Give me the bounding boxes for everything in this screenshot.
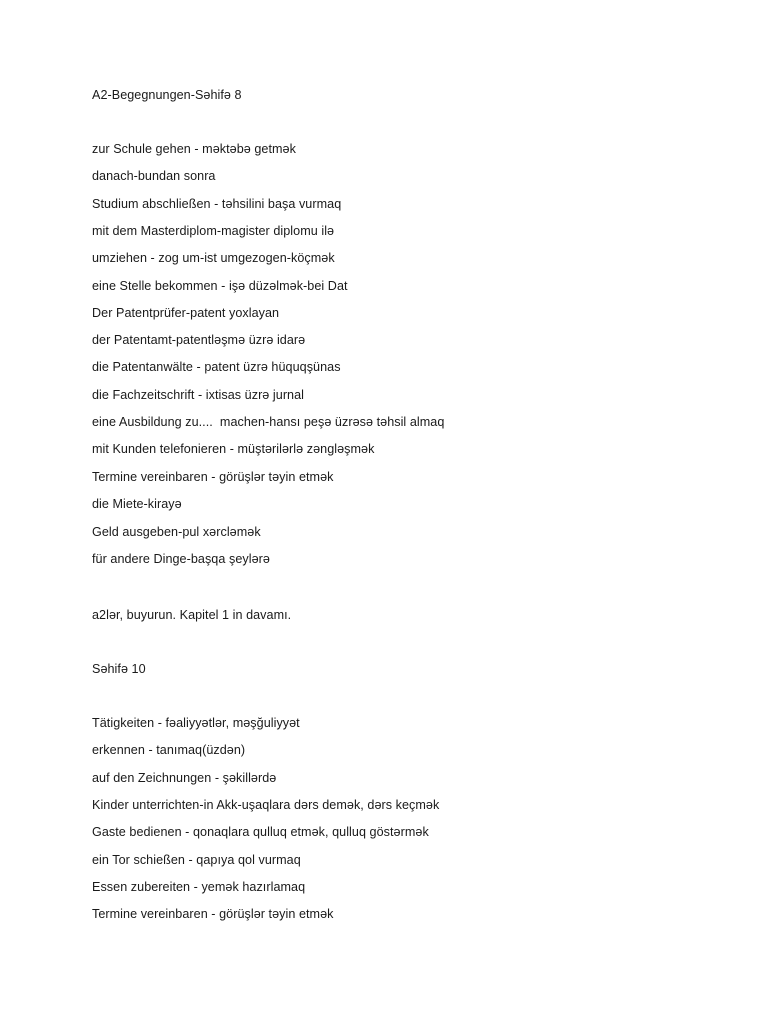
vocab-line: umziehen - zog um-ist umgezogen-köçmək	[92, 251, 335, 265]
vocab-line: der Patentamt-patentləşmə üzrə idarə	[92, 333, 306, 347]
vocab-line: Kinder unterrichten-in Akk-uşaqlara dərs demək, dərs keçmək	[92, 798, 440, 812]
note-line: a2lər, buyurun. Kapitel 1 in davamı.	[92, 608, 292, 622]
vocab-line: die Fachzeitschrift - ixtisas üzrə jurnal	[92, 388, 305, 402]
page-label: Səhifə 10	[92, 662, 146, 676]
vocab-line: danach-bundan sonra	[92, 169, 216, 183]
vocab-line: auf den Zeichnungen - şəkillərdə	[92, 771, 277, 785]
vocab-line: Essen zubereiten - yemək hazırlamaq	[92, 880, 306, 894]
vocab-line: mit dem Masterdiplom-magister diplomu ilə	[92, 224, 335, 238]
vocab-line: erkennen - tanımaq(üzdən)	[92, 743, 246, 757]
vocab-line: Studium abschließen - təhsilini başa vurmaq	[92, 197, 342, 211]
document-heading: A2-Begegnungen-Səhifə 8	[92, 88, 242, 102]
vocab-line: Termine vereinbaren - görüşlər təyin etmək	[92, 470, 334, 484]
vocab-line: Der Patentprüfer-patent yoxlayan	[92, 306, 280, 320]
vocab-line: Termine vereinbaren - görüşlər təyin etmək	[92, 907, 334, 921]
vocab-line: ein Tor schießen - qapıya qol vurmaq	[92, 853, 301, 867]
vocab-line: Gaste bedienen - qonaqlara qulluq etmək, qulluq göstərmək	[92, 825, 429, 839]
vocab-line: eine Ausbildung zu.... machen-hansı peşə üzrəsə təhsil almaq	[92, 415, 445, 429]
vocab-line: eine Stelle bekommen - işə düzəlmək-bei Dat	[92, 279, 348, 293]
vocab-line: die Miete-kirayə	[92, 497, 182, 511]
vocab-line: Geld ausgeben-pul xərcləmək	[92, 525, 261, 539]
vocab-line: Tätigkeiten - fəaliyyətlər, məşğuliyyət	[92, 716, 300, 730]
vocab-line: für andere Dinge-başqa şeylərə	[92, 552, 270, 566]
vocab-line: mit Kunden telefonieren - müştərilərlə zəngləşmək	[92, 442, 375, 456]
vocab-line: die Patentanwälte - patent üzrə hüquqşünas	[92, 360, 341, 374]
vocab-line: zur Schule gehen - məktəbə getmək	[92, 142, 296, 156]
